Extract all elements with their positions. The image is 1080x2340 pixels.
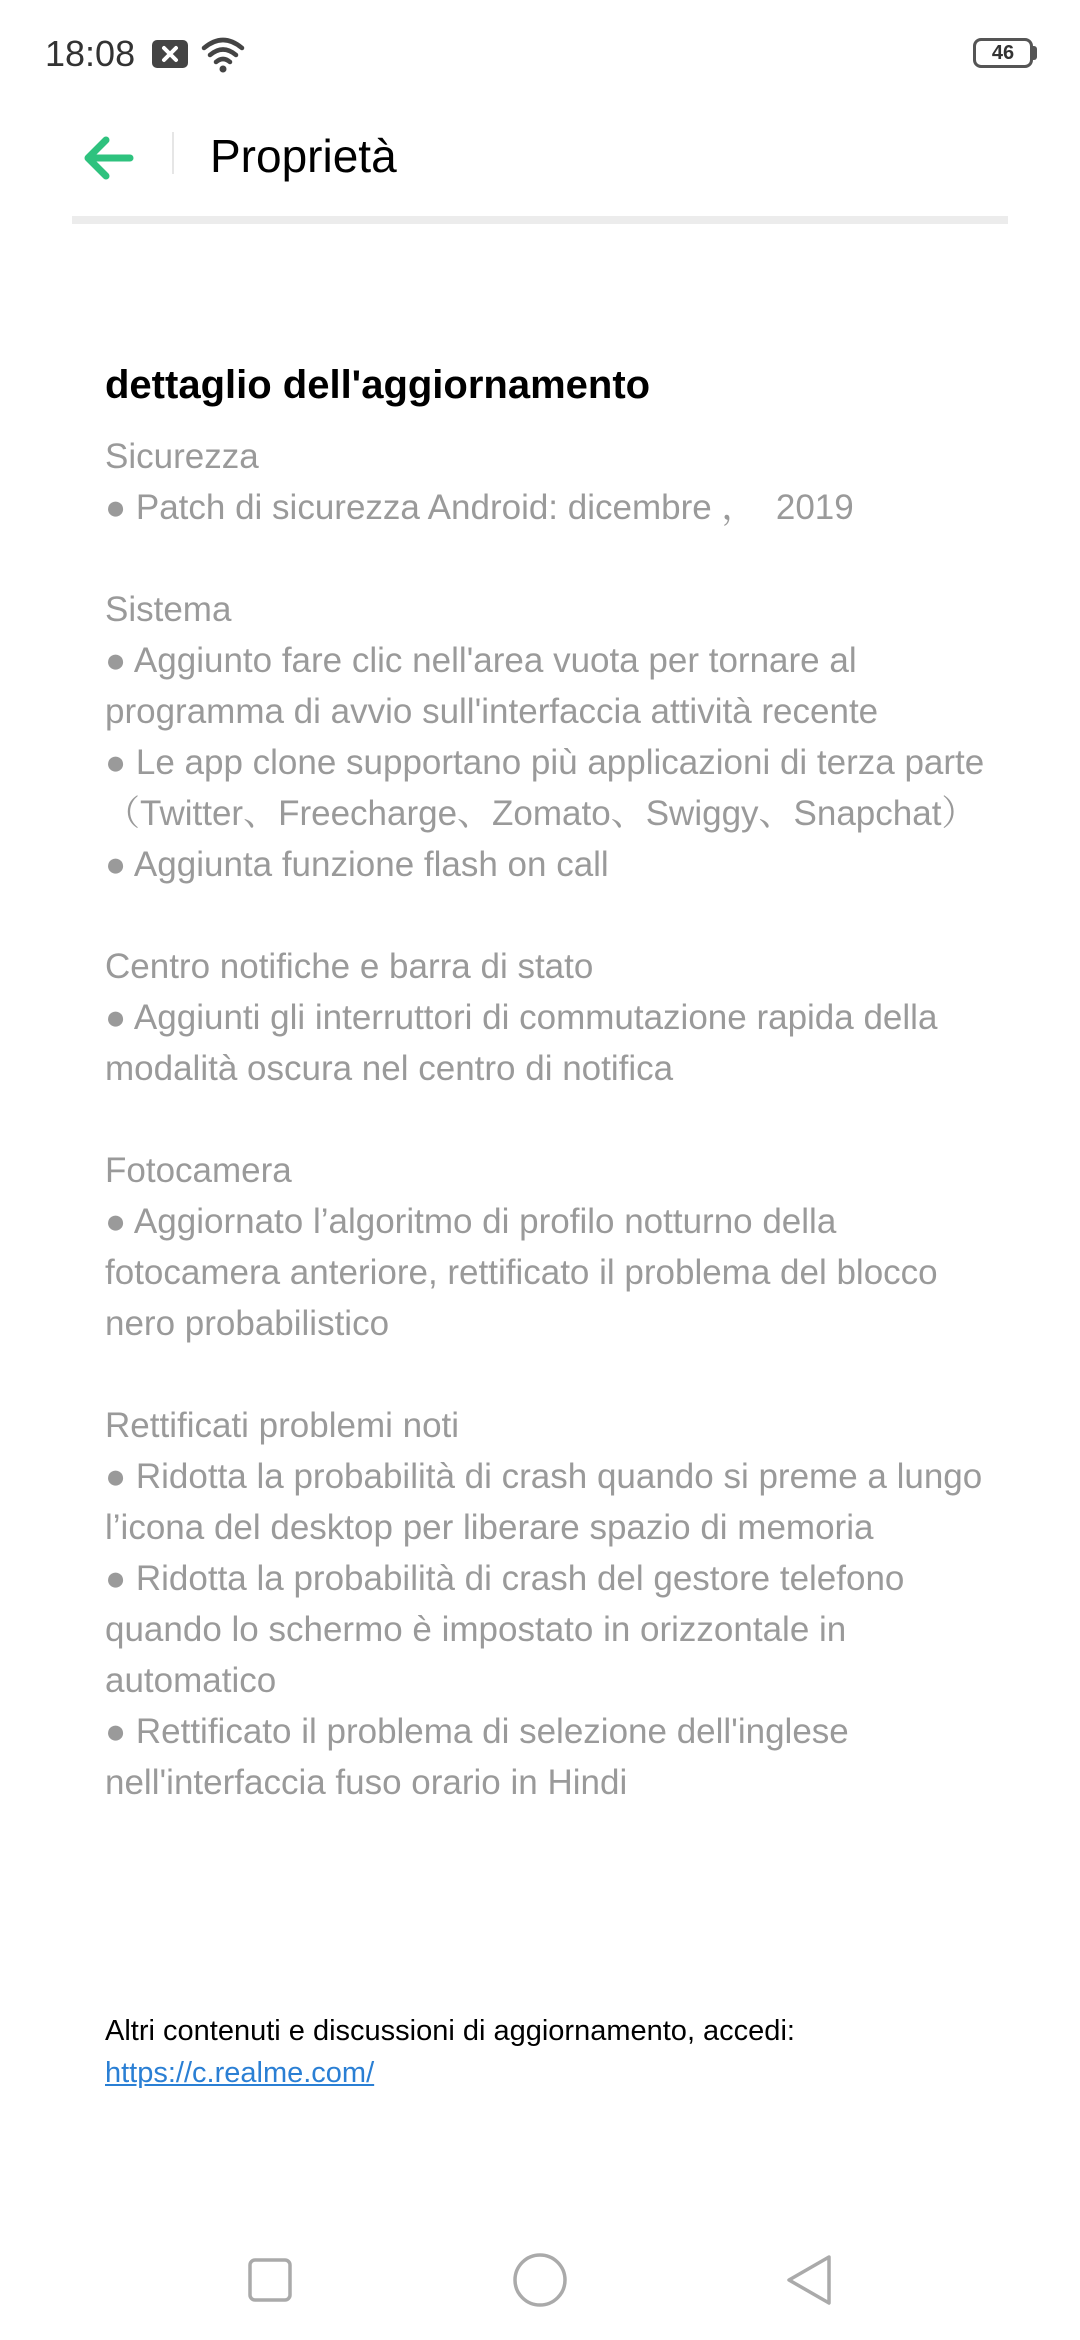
section-title: Sistema	[105, 590, 232, 629]
changelog-item: ● Patch di sicurezza Android: dicembre ， 2019	[105, 488, 854, 527]
changelog-item: ● Rettificato il problema di selezione dell'inglese nell'interfaccia fuso orario in Hindi	[105, 1712, 859, 1802]
battery-icon	[973, 38, 1033, 68]
home-circle-icon	[510, 2250, 570, 2310]
status-time: 18:08	[45, 33, 136, 74]
recents-button[interactable]	[230, 2240, 310, 2320]
changelog-item: ● Aggiunta funzione flash on call	[105, 845, 609, 884]
footer-text: Altri contenuti e discussioni di aggiornamento, accedi:	[105, 2015, 795, 2047]
section-title: Centro notifiche e barra di stato	[105, 947, 594, 986]
changelog-section-notifications	[105, 941, 1005, 1094]
back-button[interactable]	[72, 122, 144, 194]
section-title: Rettificati problemi noti	[105, 1406, 460, 1445]
changelog-item: ● Ridotta la probabilità di crash quando si preme a lungo l’icona del desktop per liberare spazio di memoria	[105, 1457, 992, 1547]
back-nav-button[interactable]	[770, 2240, 850, 2320]
realme-community-link[interactable]: https://c.realme.com/	[105, 2057, 375, 2089]
arrow-left-icon	[82, 136, 134, 180]
section-title: Fotocamera	[105, 1151, 292, 1190]
app-bar	[0, 110, 1080, 222]
changelog-item: ● Ridotta la probabilità di crash del gestore telefono quando lo schermo è impostato in orizzontale in automatico	[105, 1559, 915, 1700]
back-triangle-icon	[783, 2253, 837, 2307]
header-divider	[72, 216, 1008, 224]
changelog-item: ● Aggiornato l’algoritmo di profilo notturno della fotocamera anteriore, rettificato il problema del blocco nero probabilistico	[105, 1202, 948, 1343]
navigation-bar	[0, 2220, 1080, 2340]
changelog-item: ● Aggiunto fare clic nell'area vuota per tornare al programma di avvio sull'interfaccia attività recente	[105, 641, 879, 731]
recents-square-icon	[245, 2255, 295, 2305]
title-divider	[172, 132, 174, 174]
home-button[interactable]	[500, 2240, 580, 2320]
changelog-section-fixes	[105, 1400, 1005, 1808]
changelog-section-system	[105, 584, 1005, 890]
changelog-section-security	[105, 431, 1005, 533]
wifi-icon	[200, 34, 246, 74]
footer-note	[105, 2010, 1005, 2094]
notification-close-icon	[150, 38, 190, 70]
update-details	[105, 355, 1005, 1859]
page-title: Proprietà	[210, 130, 397, 182]
battery-tip	[1033, 46, 1037, 60]
changelog-item: ● Le app clone supportano più applicazioni di terza parte （Twitter、Freecharge、Zomato、Swiggy、Snapchat）	[105, 743, 994, 833]
changelog	[105, 431, 1005, 1808]
status-bar	[0, 0, 1080, 110]
battery-level: 46	[991, 41, 1015, 64]
changelog-section-camera	[105, 1145, 1005, 1349]
update-details-heading: dettaglio dell'aggiornamento	[105, 363, 651, 407]
section-title: Sicurezza	[105, 437, 259, 476]
changelog-item: ● Aggiunti gli interruttori di commutazione rapida della modalità oscura nel centro di notifica	[105, 998, 948, 1088]
